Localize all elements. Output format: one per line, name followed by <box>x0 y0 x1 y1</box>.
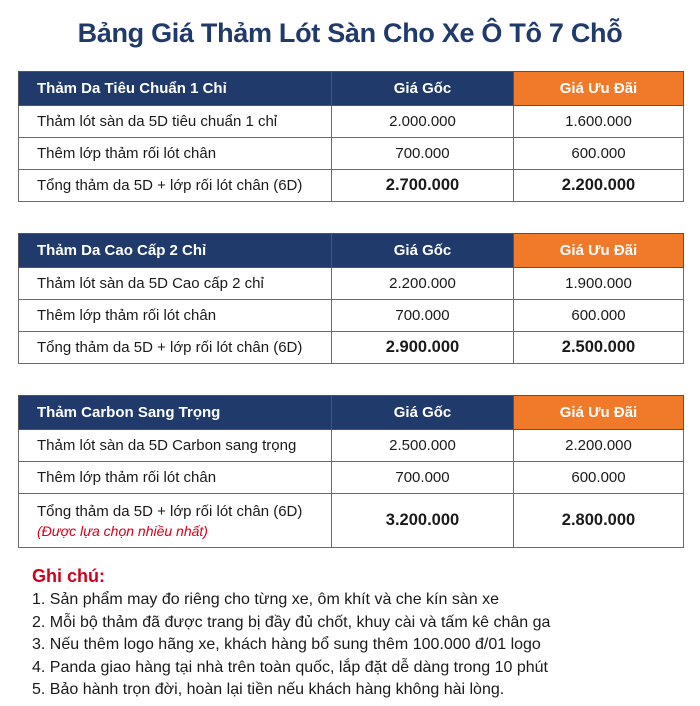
sale-price: 2.500.000 <box>514 332 684 364</box>
price-table-carbon <box>18 395 684 548</box>
table-row <box>19 430 684 462</box>
sale-price: 2.200.000 <box>514 430 684 462</box>
original-price: 700.000 <box>332 300 514 332</box>
item-name: Thảm lót sàn da 5D tiêu chuẩn 1 chỉ <box>19 106 332 138</box>
sale-price-header: Giá Ưu Đãi <box>514 72 684 106</box>
list-item: 3. Nếu thêm logo hãng xe, khách hàng bổ sung thêm 100.000 đ/01 logo <box>32 636 541 653</box>
sale-price: 600.000 <box>514 138 684 170</box>
original-price: 2.700.000 <box>332 170 514 202</box>
item-name: Tổng thảm da 5D + lớp rối lót chân (6D) <box>19 332 332 364</box>
list-item: 2. Mỗi bộ thảm đã được trang bị đầy đủ chốt, khuy cài và tấm kê chân ga <box>32 613 551 631</box>
item-name: Tổng thảm da 5D + lớp rối lót chân (6D) <box>19 170 332 202</box>
original-price: 700.000 <box>332 138 514 170</box>
original-price-header: Giá Gốc <box>332 396 514 430</box>
original-price: 2.000.000 <box>332 106 514 138</box>
sale-price: 2.200.000 <box>514 170 684 202</box>
sale-price-header: Giá Ưu Đãi <box>514 234 684 268</box>
sale-price: 600.000 <box>514 300 684 332</box>
table-row-total <box>19 494 684 548</box>
table-row <box>19 300 684 332</box>
sale-price-header: Giá Ưu Đãi <box>514 396 684 430</box>
sale-price: 1.900.000 <box>514 268 684 300</box>
table-row <box>19 268 684 300</box>
most-chosen-note: (Được lựa chọn nhiều nhất) <box>37 522 208 539</box>
item-name: Thêm lớp thảm rối lót chân <box>19 462 332 494</box>
table-heading: Thảm Carbon Sang Trọng <box>19 396 332 430</box>
list-item: 4. Panda giao hàng tại nhà trên toàn quốc, lắp đặt dễ dàng trong 10 phút <box>32 658 548 676</box>
item-name: Tổng thảm da 5D + lớp rối lót chân (6D) <box>37 502 303 520</box>
list-item: 5. Bảo hành trọn đời, hoàn lại tiền nếu khách hàng không hài lòng. <box>32 681 505 698</box>
item-name-cell <box>19 494 332 548</box>
sale-price: 2.800.000 <box>514 494 684 548</box>
table-heading: Thảm Da Cao Cấp 2 Chỉ <box>19 234 332 268</box>
notes-title: Ghi chú: <box>32 566 105 586</box>
original-price: 2.500.000 <box>332 430 514 462</box>
original-price: 3.200.000 <box>332 494 514 548</box>
table-row-total <box>19 170 684 202</box>
table-header-row <box>19 234 684 268</box>
notes-list <box>32 589 682 702</box>
table-row <box>19 138 684 170</box>
item-name: Thêm lớp thảm rối lót chân <box>19 300 332 332</box>
original-price: 2.200.000 <box>332 268 514 300</box>
page-title: Bảng Giá Thảm Lót Sàn Cho Xe Ô Tô 7 Chỗ <box>77 18 623 48</box>
table-row <box>19 462 684 494</box>
original-price: 2.900.000 <box>332 332 514 364</box>
table-row <box>19 106 684 138</box>
item-name: Thêm lớp thảm rối lót chân <box>19 138 332 170</box>
original-price: 700.000 <box>332 462 514 494</box>
original-price-header: Giá Gốc <box>332 72 514 106</box>
item-name: Thảm lót sàn da 5D Cao cấp 2 chỉ <box>19 268 332 300</box>
list-item: 1. Sản phẩm may đo riêng cho từng xe, ôm khít và che kín sàn xe <box>32 591 499 608</box>
original-price-header: Giá Gốc <box>332 234 514 268</box>
item-name: Thảm lót sàn da 5D Carbon sang trọng <box>19 430 332 462</box>
sale-price: 600.000 <box>514 462 684 494</box>
notes-section <box>32 566 682 702</box>
price-table-premium <box>18 233 684 364</box>
table-heading: Thảm Da Tiêu Chuẩn 1 Chỉ <box>19 72 332 106</box>
table-row-total <box>19 332 684 364</box>
table-header-row <box>19 72 684 106</box>
price-table-standard <box>18 71 684 202</box>
sale-price: 1.600.000 <box>514 106 684 138</box>
table-header-row <box>19 396 684 430</box>
